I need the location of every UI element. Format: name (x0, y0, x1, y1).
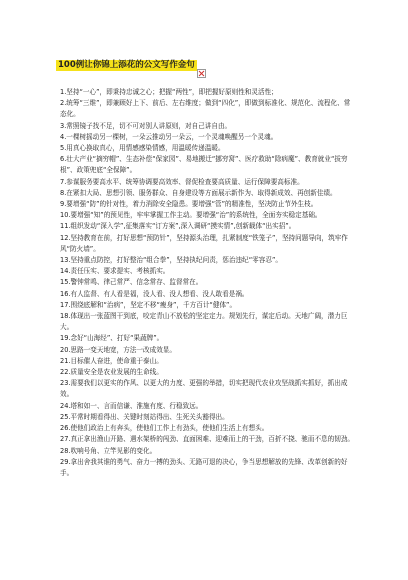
list-item: 18.体现出一张蓝图干到底，咬定青山不放松的坚定定力。规划先行，谋定后动。天地广阔，潜力巨大。 (60, 312, 348, 332)
list-item: 25.平常时期看得出、关键时刻站得出、生死关头豁得出。 (60, 412, 229, 421)
list-item: 2.统筹“三维”，即兼顾好上下、前后、左右维度；做到“四化”，即做到标准化、规范化、流程化、常态化。 (60, 99, 351, 119)
list-item: 15.警钟常鸣、律己常严、信念常存、监督常在。 (60, 278, 203, 287)
list-item: 24.塔和如一、言而信谦、淮施有度、行稳致远。 (60, 401, 203, 410)
document-title: 100例让你锦上添花的公文写作金句 (58, 60, 195, 70)
list-item: 16.有人监督、有人看是福，没人看、没人想看、没人敢看是祸。 (60, 289, 249, 298)
list-item: 13.坚持重点防控，打好整治“组合拳”，坚持执纪问责，惩治违纪“零容忍”。 (60, 256, 282, 265)
list-item: 10.要增强“知”的预见性，牢牢掌握工作主动。要增强“治”的系统性，全面夯实稳定基础。 (60, 211, 322, 220)
list-item: 12.坚持教育在前，打好思想“预防针”，坚持源头治理，扎紧制度“铁笼子”，坚持问题导向，筑牢作风“防火墙”。 (60, 233, 348, 253)
list-item: 22.质量安全是农业发展的生命线。 (60, 368, 163, 377)
list-item: 23.需要我们以更实的作风、以更大的力度、更强的举措，切实把现代农业攻坚战抓实抓好，抓出成效。 (60, 379, 348, 399)
list-item: 28.吹响号角、立竿见影的变化。 (60, 446, 157, 455)
list-item: 20.思路一变天地宽，方法一改成效显。 (60, 345, 176, 354)
list-item: 21.目标催人奋进，使命重于泰山。 (60, 356, 163, 365)
list-item: 7.参谋服务要高水平、统筹协调要高效率、督促检查要高质量、运行保障要高标准。 (60, 177, 304, 186)
list-item: 1.坚持“一心”，即秉持忠诚之心；把握“两性”，即把握好原则性和灵活性； (60, 88, 278, 96)
list-item: 9.要增强“防”的针对性，着力消除安全隐患。要增强“管”的精准性，坚决防止节外生枝。 (60, 200, 318, 209)
list-item: 6.壮大产业“摘穷帽”、生态补偿“保家园”、易地搬迁“挪穷窝”、医疗救助“除病魔”、教育就业“拔穷根”、政策兜底“全保障”。 (60, 155, 348, 175)
list-item: 27.真正拿出渔山开路、遇水架桥的闯劲、直面困难、迎难而上的干劲，百折不挠、驰而不息的韧劲。 (60, 435, 355, 444)
list-item: 29.拿出舍我其谁的勇气、奋力一搏的劲头、无路可退的决心，争当思想解放的先锋、改革创新的好手。 (60, 457, 348, 477)
list-item: 17.围绕底解和“治病”，坚定不移“瘦身”，千方百计“健体”。 (60, 300, 237, 309)
list-item: 5.用真心换取真心，用情感感染情感，用温暖传递温暖。 (60, 144, 225, 153)
list-item: 8.在紧扣大局、思想引领、服务群众、自身建设等方面展示新作为、取得新成效、再创新佳绩。 (60, 188, 337, 197)
broken-image-icon (197, 69, 206, 78)
list-item: 19.念好“山海经”、打好“果蔬牌”。 (60, 334, 164, 343)
list-item: 4.一棵树摇动另一棵树，一朵云推动另一朵云，一个灵魂唤醒另一个灵魂。 (60, 132, 278, 141)
list-item: 26.使他们政治上有奔头，使他们工作上有劲头，使他们生活上有想头。 (60, 424, 269, 433)
title-row (56, 0, 408, 68)
list-item: 3.常照镜子找不足，切不可对别人讲原则，对自己讲自由。 (60, 121, 232, 130)
sentence-list (60, 87, 356, 479)
list-item: 14.责任压实、要求提实、考核抓实。 (60, 267, 170, 276)
list-item: 11.组织发动“深入学”,征集落实“订方案”,深入调研“摸实情”,创新载体“出实招”。 (60, 222, 296, 231)
